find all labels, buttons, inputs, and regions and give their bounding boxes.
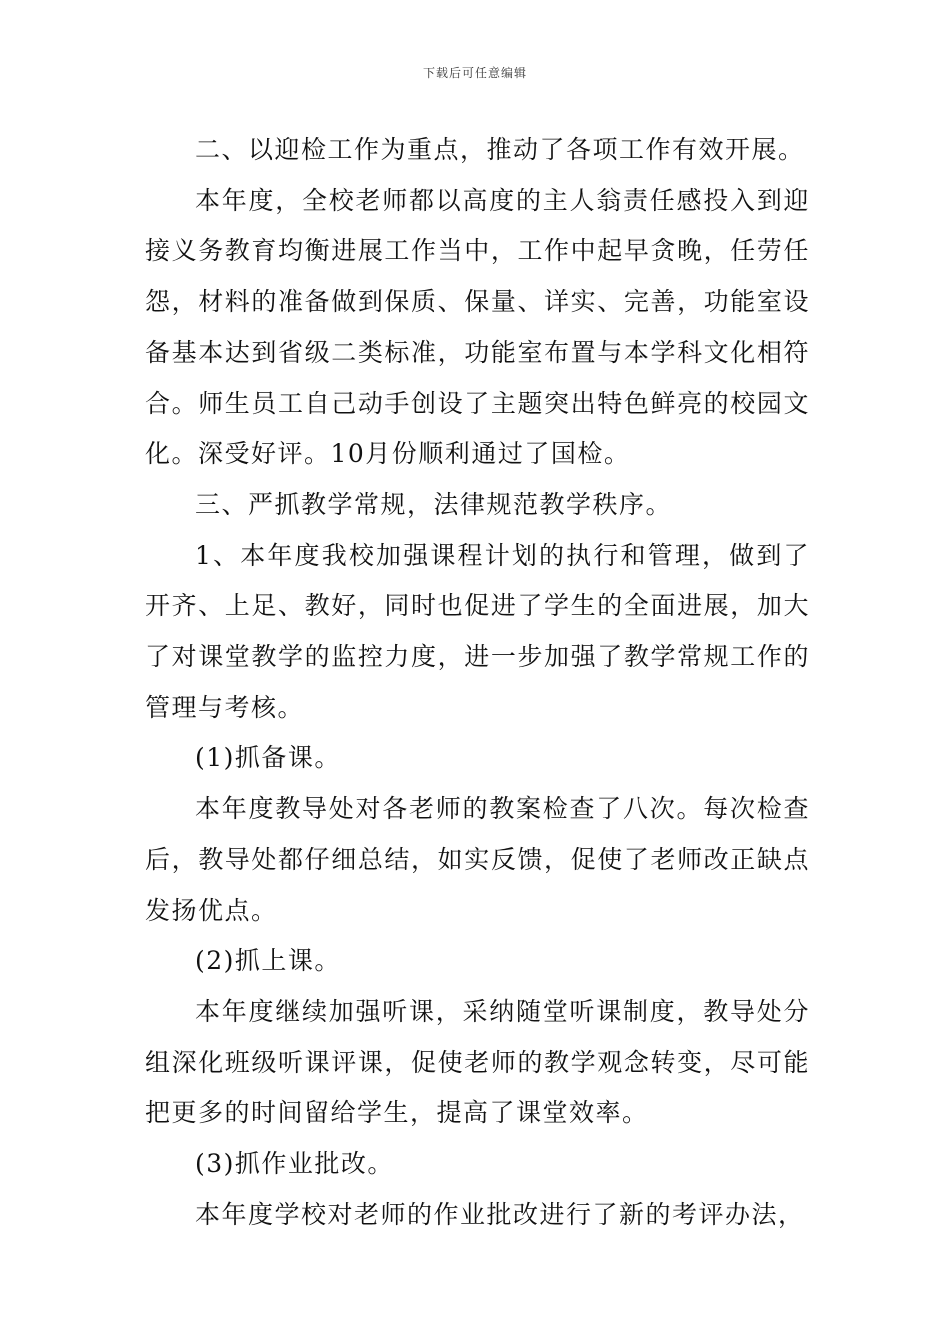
paragraph: 本年度，全校老师都以高度的主人翁责任感投入到迎接义务教育均衡进展工作当中，工作中起早贪晚，任劳任怨，材料的准备做到保质、保量、详实、完善，功能室设备基本达到省级二类标准，功能室布置与本学科文化相符合。师生员工自己动手创设了主题突出特色鲜亮的校园文化。深受好评。10月份顺利通过了国检。 bbox=[145, 185, 810, 469]
paragraph: 本年度学校对老师的作业批改进行了新的考评办法， bbox=[195, 1199, 805, 1229]
paragraph: 1、本年度我校加强课程计划的执行和管理，做到了开齐、上足、教好，同时也促进了学生的全面进展，加大了对课堂教学的监控力度，进一步加强了教学常规工作的管理与考核。 bbox=[145, 540, 810, 722]
document-body bbox=[145, 125, 810, 1240]
subsection-heading: (2)抓上课。 bbox=[195, 946, 341, 976]
paragraph: 本年度继续加强听课，采纳随堂听课制度，教导处分组深化班级听课评课，促使老师的教学观念转变，尽可能把更多的时间留给学生，提高了课堂效率。 bbox=[145, 996, 810, 1128]
subsection-heading: (3)抓作业批改。 bbox=[195, 1149, 394, 1179]
section-heading: 三、严抓教学常规，法律规范教学秩序。 bbox=[195, 489, 673, 519]
subsection-heading: (1)抓备课。 bbox=[195, 743, 341, 773]
paragraph: 本年度教导处对各老师的教案检查了八次。每次检查后，教导处都仔细总结，如实反馈，促使了老师改正缺点发扬优点。 bbox=[145, 794, 810, 925]
section-heading: 二、以迎检工作为重点，推动了各项工作有效开展。 bbox=[195, 135, 805, 164]
header-note: 下载后可任意编辑 bbox=[422, 66, 527, 80]
